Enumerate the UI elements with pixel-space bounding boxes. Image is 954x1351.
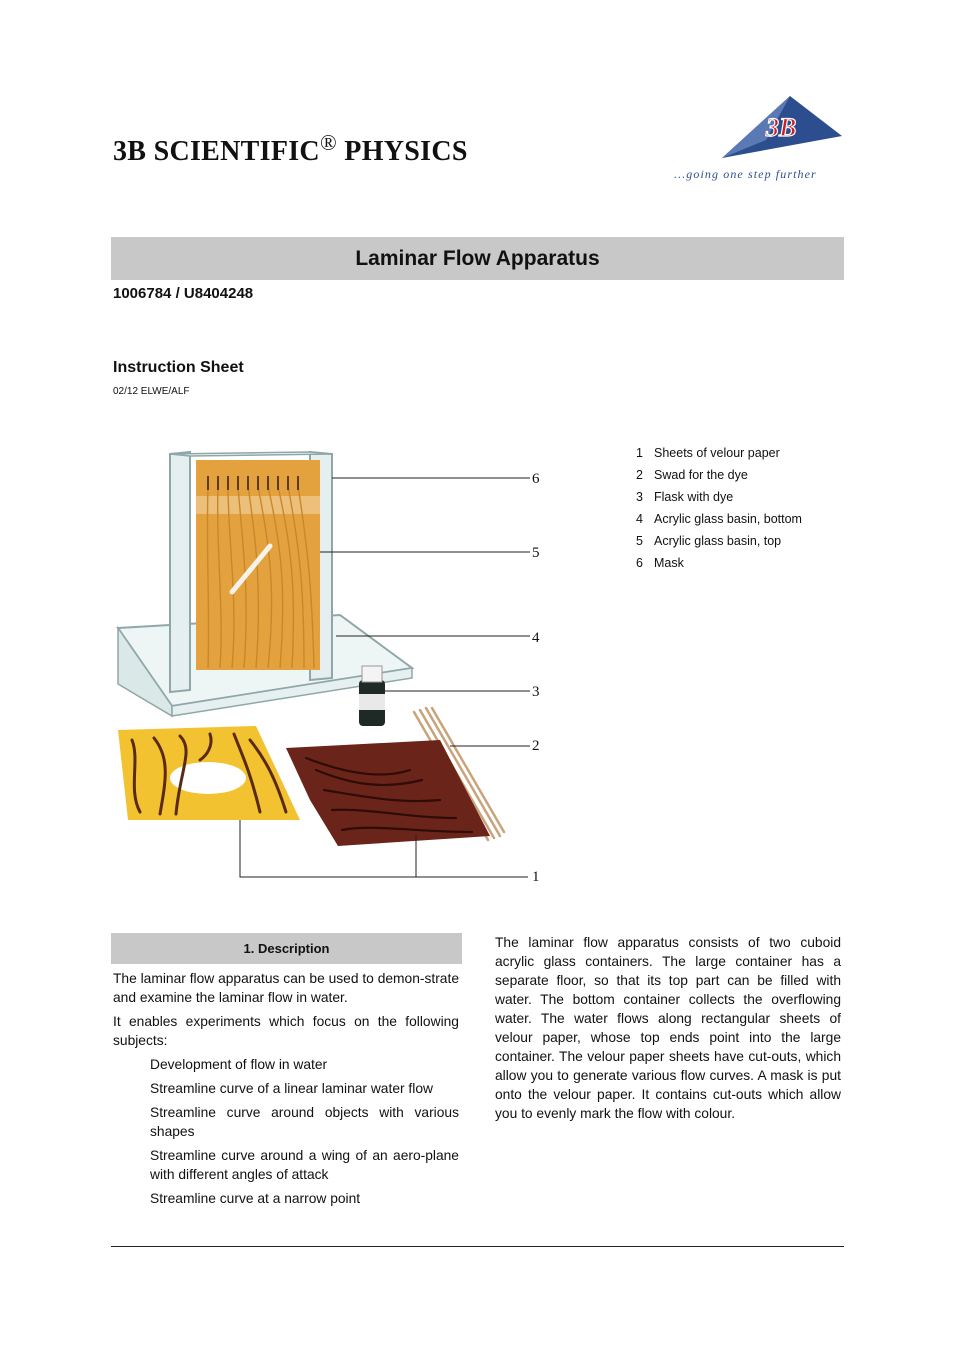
list-item: Streamline curve of a linear laminar water flow: [150, 1081, 433, 1096]
product-code: 1006784 / U8404248: [113, 285, 254, 302]
logo-reg: ®: [818, 130, 825, 140]
description-paragraph: The laminar flow apparatus consists of two cuboid acrylic glass containers. The large container has a separate floor, so that its top part can be filled with water. The bottom container collects the overflowing water. The water flows along rectangular sheets of velour paper, whose top ends point into the large container. The velour paper sheets have cut-outs, which allow you to generate various flow curves. A mask is put onto the velour paper. It contains cut-outs which allow you to evenly mark the flow with colour.: [495, 935, 841, 1121]
callout-1: 1: [532, 869, 540, 885]
list-item: Development of flow in water: [150, 1057, 328, 1072]
footer-divider: [111, 1246, 844, 1247]
top-basin: [170, 452, 190, 692]
callout-4: 4: [532, 630, 540, 646]
instruction-sheet-heading: Instruction Sheet: [113, 359, 244, 376]
document-date: 02/12 ELWE/ALF: [113, 386, 190, 397]
list-item: Streamline curve at a narrow point: [150, 1191, 361, 1206]
company-logo: [670, 92, 850, 184]
legend-item: 5 Acrylic glass basin, top: [636, 534, 782, 548]
legend-item: 1 Sheets of velour paper: [636, 446, 780, 460]
description-paragraph: The laminar flow apparatus can be used to demon-strate and examine the laminar flow in water.: [113, 971, 459, 1005]
legend-item: 6 Mask: [636, 556, 684, 570]
title-bar: [111, 237, 844, 280]
parts-legend: [636, 444, 802, 576]
legend-item: 3 Flask with dye: [636, 490, 734, 504]
legend-item: 4 Acrylic glass basin, bottom: [636, 512, 802, 526]
brand-title: 3B SCIENTIFIC® PHYSICS: [113, 130, 468, 167]
logo-tagline: ...going one step further: [674, 167, 817, 181]
callout-2: 2: [532, 738, 540, 754]
callout-5: 5: [532, 545, 540, 561]
subjects-list: [113, 1055, 459, 1208]
legend-item: 2 Swad for the dye: [636, 468, 748, 482]
description-right-column: [495, 933, 841, 1123]
page-title: Laminar Flow Apparatus: [355, 246, 600, 270]
logo-mark: 3B: [766, 113, 797, 142]
apparatus-figure: [110, 440, 550, 890]
description-left-column: [113, 969, 459, 1213]
description-paragraph: It enables experiments which focus on the following subjects:: [113, 1014, 459, 1048]
list-item: Streamline curve around a wing of an aero-plane with different angles of attack: [150, 1148, 459, 1182]
description-heading: 1. Description: [111, 933, 462, 964]
callout-3: 3: [532, 684, 540, 700]
callout-6: 6: [532, 471, 540, 487]
list-item: Streamline curve around objects with various shapes: [150, 1105, 459, 1139]
